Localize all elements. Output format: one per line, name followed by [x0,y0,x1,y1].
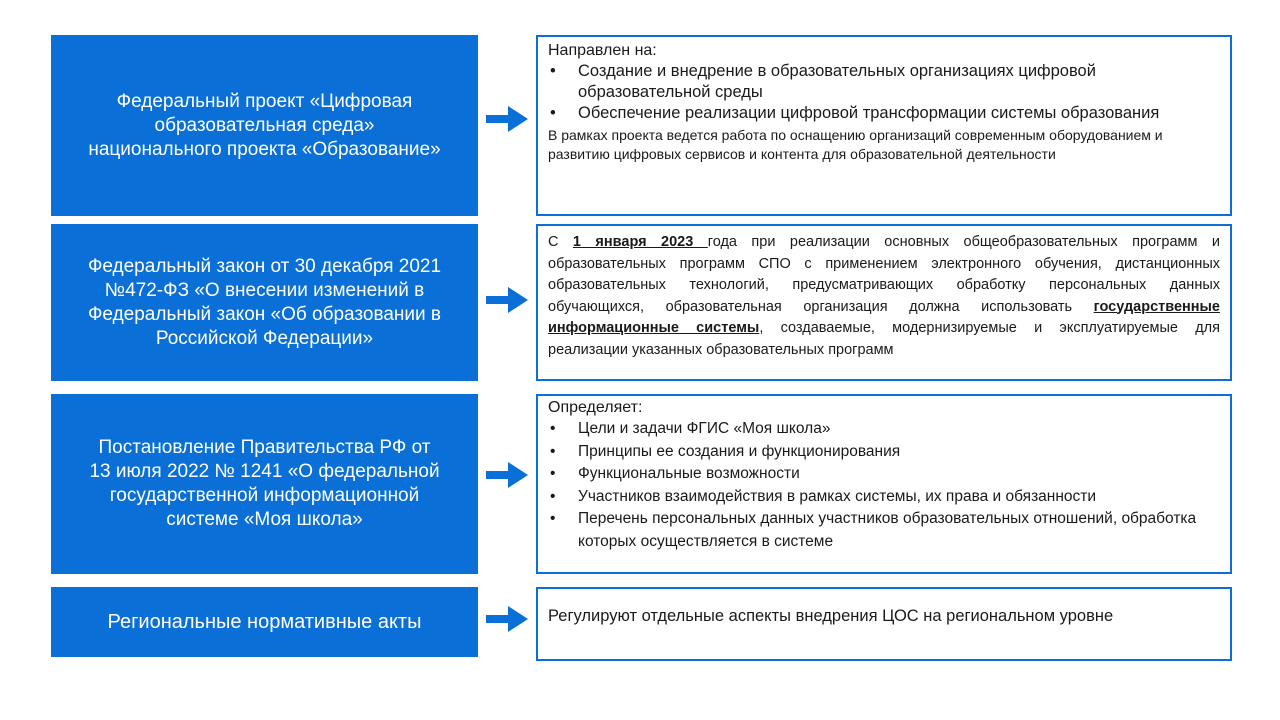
regional-acts-text: Регулируют отдельные аспекты внедрения ЦОС на региональном уровне [548,607,1114,625]
federal-law-line-1: Федеральный закон от 30 декабря 2021 [87,255,442,277]
federal-law-line-4: Российской Федерации» [155,327,374,349]
directed-at-heading: Направлен на: [548,42,657,59]
federal-law-box [51,224,478,381]
government-decree-box [51,394,478,574]
decree-line-1: Постановление Правительства РФ от [98,437,431,458]
law-text-prefix: С [548,234,573,250]
federal-law-line-2: №472-ФЗ «О внесении изменений в [104,279,425,301]
list-item: • Участников взаимодействия в рамках системы, их права и обязанности [548,486,1220,509]
law-date: 1 января 2023 [572,234,708,250]
law-text [548,232,1220,361]
list-item: • Функциональные возможности [548,463,1220,486]
federal-project-description [536,35,1232,216]
list-item: • Принципы ее создания и функционирования [548,441,1220,464]
directed-at-list [548,61,1220,124]
arrow-right-icon [486,287,528,313]
arrow-right-icon [486,106,528,132]
list-item: • Перечень персональных данных участников образовательных отношений, обработка которых осуществляется в системе [548,508,1220,553]
project-note: В рамках проекта ведется работа по оснащению организаций современным оборудованием и развитию цифровых сервисов и контента для образовательной деятельности [548,127,1163,162]
defines-heading: Определяет: [548,399,643,416]
arrow-right-icon [486,606,528,632]
decree-line-3: государственной информационной [109,485,420,506]
law-text-middle: года при реализации основных общеобразовательных программ и образовательных программ СПО с применением электронного обучения, дистанционных образовательных технологий, предусматривающих обработку персональных данных обучающихся, образовательная организация должна использовать [548,234,1220,315]
regional-acts-box [51,587,478,657]
arrow-right-icon [486,462,528,488]
defines-list [548,418,1220,553]
federal-law-description [536,224,1232,381]
list-item: • Обеспечение реализации цифровой трансформации системы образования [548,103,1220,124]
federal-project-line-3: национального проекта «Образование» [88,138,441,160]
regional-acts-description [536,587,1232,661]
federal-project-line-2: образовательная среда» [154,114,375,136]
decree-line-4: системе «Моя школа» [166,509,363,530]
federal-project-box [51,35,478,216]
federal-project-line-1: Федеральный проект «Цифровая [116,90,413,112]
list-item: • Создание и внедрение в образовательных организациях цифровой образовательной среды [548,61,1220,103]
decree-line-2: 13 июля 2022 № 1241 «О федеральной [89,461,440,482]
government-decree-description [536,394,1232,574]
federal-law-line-3: Федеральный закон «Об образовании в [87,303,442,325]
regional-acts-label: Региональные нормативные акты [107,611,422,633]
law-systems: государственные информационные системы [548,298,1220,336]
law-text-suffix: , создаваемые, модернизируемые и эксплуатируемые для реализации указанных образовательных программ [548,320,1220,358]
list-item: • Цели и задачи ФГИС «Моя школа» [548,418,1220,441]
